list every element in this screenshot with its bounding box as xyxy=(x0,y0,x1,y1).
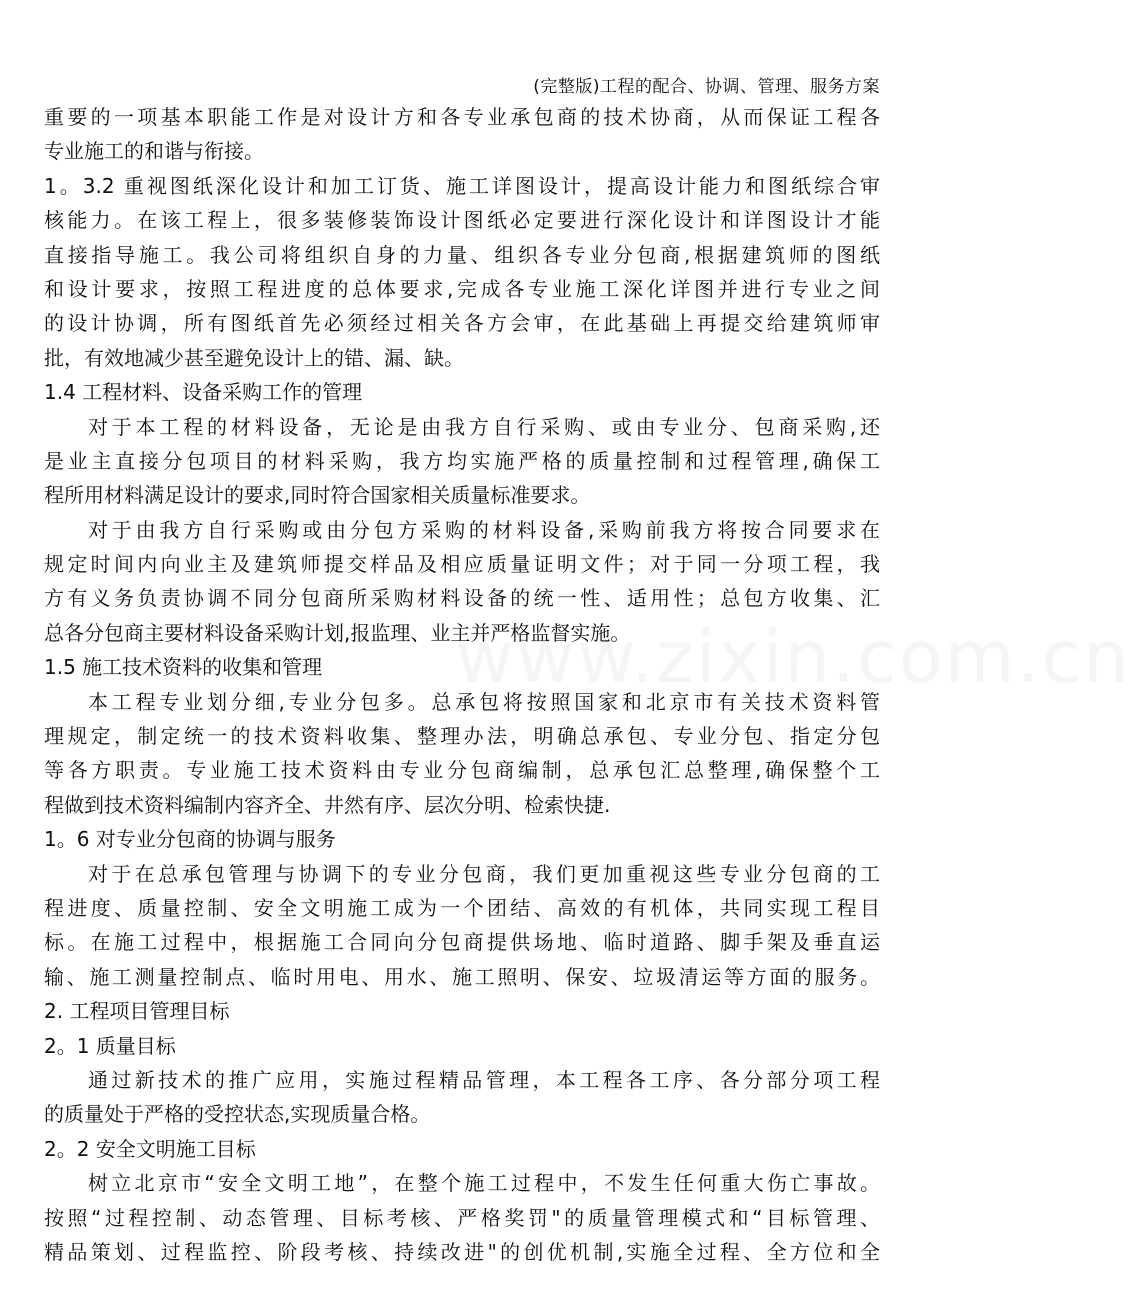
section-heading-1-6: 1。6 对专业分包商的协调与服务 xyxy=(44,827,336,852)
section-heading-2: 2. 工程项目管理目标 xyxy=(44,999,230,1024)
text-line: 专业施工的和谐与衔接。 xyxy=(44,139,264,164)
text-line: 标。在施工过程中，根据施工合同向分包商提供场地、临时道路、脚手架及垂直运 xyxy=(44,930,880,955)
text-line: 程所用材料满足设计的要求,同时符合国家相关质量标准要求。 xyxy=(44,483,591,508)
text-line: 理规定，制定统一的技术资料收集、整理办法，明确总承包、专业分包、指定分包 xyxy=(44,724,880,749)
text-line: 输、施工测量控制点、临时用电、用水、施工照明、保安、垃圾清运等方面的服务。 xyxy=(44,964,880,989)
text-line: 直接指导施工。我公司将组织自身的力量、组织各专业分包商,根据建筑师的图纸 xyxy=(44,242,880,267)
text-line: 和设计要求，按照工程进度的总体要求,完成各专业施工深化详图并进行专业之间 xyxy=(44,276,880,301)
text-line: 批，有效地减少甚至避免设计上的错、漏、缺。 xyxy=(44,345,464,370)
section-heading-1-5: 1.5 施工技术资料的收集和管理 xyxy=(44,655,323,680)
section-heading-1-3-2: 1。3.2 重视图纸深化设计和加工订货、施工详图设计，提高设计能力和图纸综合审 xyxy=(44,173,880,198)
watermark: www.zixin.com.cn xyxy=(455,615,1131,699)
text-line: 通过新技术的推广应用，实施过程精品管理，本工程各工序、各分部分项工程 xyxy=(88,1067,880,1092)
section-heading-1-4: 1.4 工程材料、设备采购工作的管理 xyxy=(44,380,363,405)
text-line: 方有义务负责协调不同分包商所采购材料设备的统一性、适用性；总包方收集、汇 xyxy=(44,586,880,611)
text-line: 程进度、质量控制、安全文明施工成为一个团结、高效的有机体，共同实现工程目 xyxy=(44,895,880,920)
text-line: 的质量处于严格的受控状态,实现质量合格。 xyxy=(44,1102,431,1127)
text-line: 本工程专业划分细,专业分包多。总承包将按照国家和北京市有关技术资料管 xyxy=(88,689,880,714)
body-text xyxy=(44,100,880,1269)
text-line: 程做到技术资料编制内容齐全、井然有序、层次分明、检索快捷. xyxy=(44,792,611,817)
text-line: 规定时间内向业主及建筑师提交样品及相应质量证明文件；对于同一分项工程，我 xyxy=(44,552,880,577)
page-header-title: (完整版)工程的配合、协调、管理、服务方案 xyxy=(533,77,880,97)
text-line: 核能力。在该工程上，很多装修装饰设计图纸必定要进行深化设计和详图设计才能 xyxy=(44,208,880,233)
section-heading-2-2: 2。2 安全文明施工目标 xyxy=(44,1136,256,1161)
text-line: 总各分包商主要材料设备采购计划,报监理、业主并严格监督实施。 xyxy=(44,620,631,645)
text-line: 等各方职责。专业施工技术资料由专业分包商编制，总承包汇总整理,确保整个工 xyxy=(44,758,880,783)
text-line: 是业主直接分包项目的材料采购，我方均实施严格的质量控制和过程管理,确保工 xyxy=(44,448,880,473)
text-line: 精品策划、过程监控、阶段考核、持续改进"的创优机制,实施全过程、全方位和全 xyxy=(44,1239,880,1264)
text-line: 对于本工程的材料设备，无论是由我方自行采购、或由专业分、包商采购,还 xyxy=(88,414,880,439)
text-line: 按照“过程控制、动态管理、目标考核、严格奖罚"的质量管理模式和“目标管理、 xyxy=(44,1205,880,1230)
text-line: 对于在总承包管理与协调下的专业分包商，我们更加重视这些专业分包商的工 xyxy=(88,861,880,886)
text-line: 重要的一项基本职能工作是对设计方和各专业承包商的技术协商，从而保证工程各 xyxy=(44,105,880,129)
section-heading-2-1: 2。1 质量目标 xyxy=(44,1033,176,1058)
text-line: 树立北京市“安全文明工地”，在整个施工过程中，不发生任何重大伤亡事故。 xyxy=(88,1171,880,1196)
text-line: 的设计协调，所有图纸首先必须经过相关各方会审，在此基础上再提交给建筑师审 xyxy=(44,311,880,336)
text-line: 对于由我方自行采购或由分包方采购的材料设备,采购前我方将按合同要求在 xyxy=(88,517,880,542)
